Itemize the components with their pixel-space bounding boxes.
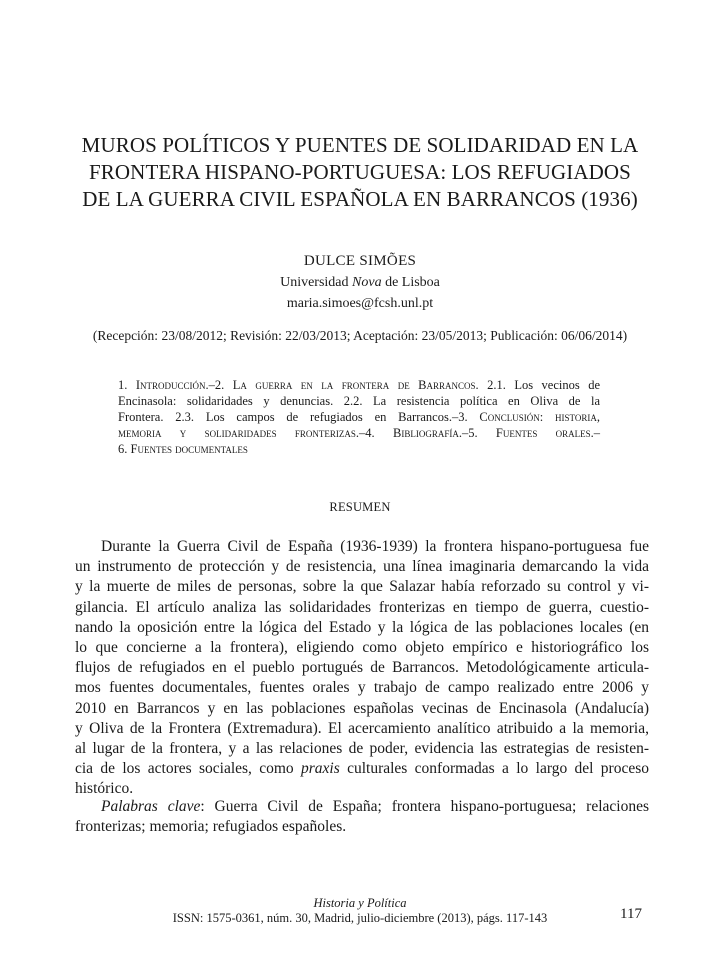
toc-line-2: Encinasola: solidaridades y denuncias. 2.2. La resistencia política en Oliva de la [118, 394, 600, 408]
praxis-italic: praxis [301, 760, 340, 778]
article-title [60, 132, 660, 213]
author-affiliation [60, 275, 660, 291]
abstract [75, 537, 649, 800]
keywords-line-2: fronterizas; memoria; refugiados españoles. [75, 818, 347, 836]
submission-dates: (Recepción: 23/08/2012; Revisión: 22/03/2013; Aceptación: 23/05/2013; Publicación: 06/06/2014) [92, 328, 628, 343]
journal-name: Historia y Política [313, 896, 407, 910]
keywords-line-1: Palabras clave: Guerra Civil de España; frontera hispano-portuguesa; relaciones [101, 798, 649, 815]
title-line-2: FRONTERA HISPANO-PORTUGUESA: LOS REFUGIADOS [89, 160, 631, 184]
page-number: 117 [620, 906, 642, 922]
toc-line-1: 1. Introducción.–2. La guerra en la frontera de Barrancos. 2.1. Los vecinos de [118, 378, 601, 392]
abstract-line: gilancia. El artículo analiza las solidaridades fronterizas en tiempo de guerra, cuestio- [75, 598, 649, 616]
abstract-line: al lugar de la frontera, y a las relaciones de poder, evidencia las estrategias de resisten- [75, 740, 649, 758]
title-line-1: MUROS POLÍTICOS Y PUENTES DE SOLIDARIDAD EN LA [81, 133, 639, 157]
abstract-line: 2010 en Barrancos y en las poblaciones españolas vecinas de Encinasola (Andalucía) [75, 699, 649, 717]
table-of-contents [118, 377, 600, 457]
abstract-line: flujos de refugiados en el pueblo portugués de Barrancos. Metodológicamente articula- [75, 659, 649, 677]
toc-line-4: memoria y solidaridades fronterizas.–4. Bibliografía.–5. Fuentes orales.– [118, 426, 601, 440]
abstract-line: Durante la Guerra Civil de España (1936-1939) la frontera hispano-portuguesa fue [101, 538, 649, 555]
abstract-line: y la muerte de miles de personas, sobre la que Salazar había reforzado su control y vi- [75, 578, 649, 596]
title-line-3: DE LA GUERRA CIVIL ESPAÑOLA EN BARRANCOS (1936) [82, 187, 638, 211]
abstract-line: nando la oposición entre la lógica del Estado y la lógica de las poblaciones locales (en [75, 618, 649, 636]
issn-line: ISSN: 1575-0361, núm. 30, Madrid, julio-diciembre (2013), págs. 117-143 [172, 911, 548, 925]
toc-line-3: Frontera. 2.3. Los campos de refugiados en Barrancos.–3. Conclusión: historia, [118, 410, 600, 424]
affiliation-italic: Nova [352, 275, 382, 290]
affiliation-text: Universidad [280, 275, 353, 290]
resumen-heading: RESUMEN [329, 500, 391, 514]
affiliation-text-end: de Lisboa [381, 275, 440, 290]
abstract-line: un instrumento de protección y de resistencia, una línea imaginaria demarcando la vida [75, 558, 649, 576]
author-name: DULCE SIMÕES [303, 253, 417, 269]
abstract-line: histórico. [75, 780, 134, 798]
abstract-line: y Oliva de la Frontera (Extremadura). El acercamiento analítico atribuido a la memoria, [75, 719, 649, 737]
abstract-line: cia de los actores sociales, como praxis culturales conformadas a lo largo del proceso [75, 760, 649, 778]
keywords-label: Palabras clave [101, 798, 201, 815]
toc-line-5: 6. Fuentes documentales [118, 442, 248, 456]
abstract-line: lo que concierne a la frontera), eligiendo como objeto empírico e historiográfico los [75, 639, 649, 657]
keywords [75, 797, 649, 837]
abstract-line: mos fuentes documentales, fuentes orales y trabajo de campo realizado entre 2006 y [75, 679, 649, 697]
author-email[interactable]: maria.simoes@fcsh.unl.pt [286, 296, 434, 311]
